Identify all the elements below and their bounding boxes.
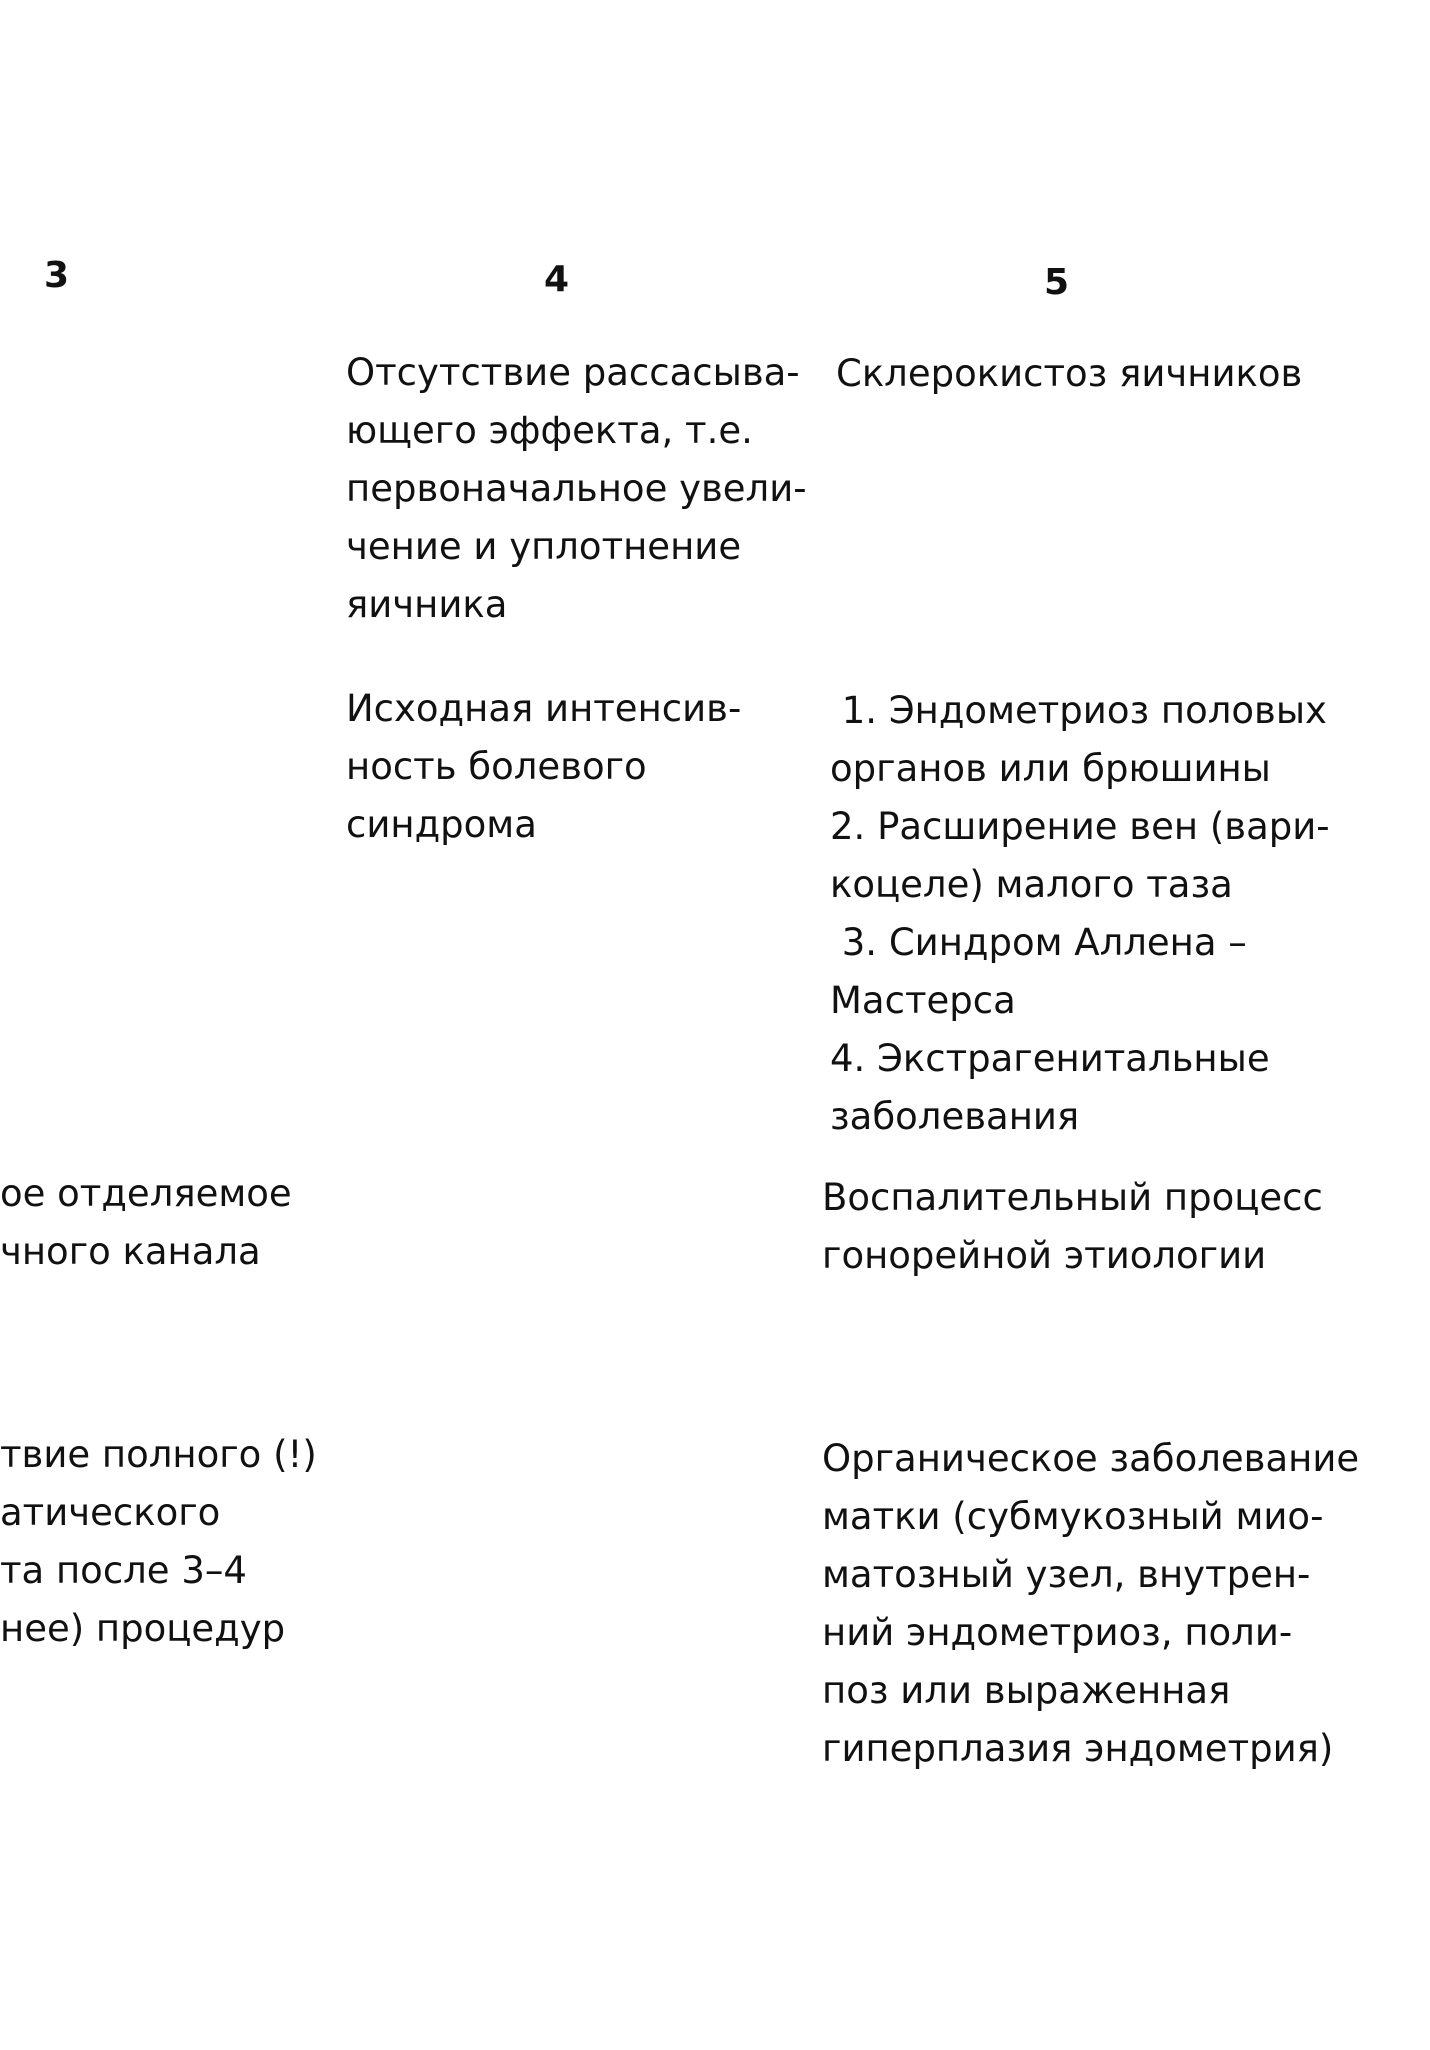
cell-line: 2. Расширение вен (вари- xyxy=(830,805,1330,848)
row-2-col-5 xyxy=(830,682,1330,1146)
cell-line: Отсутствие рассасыва- xyxy=(346,351,800,394)
column-header-5: 5 xyxy=(1044,262,1070,303)
row-2-col-4 xyxy=(346,680,741,854)
cell-line: твие полного (!) xyxy=(0,1433,317,1476)
cell-line: первоначальное увели- xyxy=(346,467,807,510)
cell-line: ний эндометриоз, поли- xyxy=(822,1611,1293,1654)
row-1-col-5 xyxy=(836,345,1302,403)
column-header-3: 3 xyxy=(44,255,70,296)
cell-line: Мастерса xyxy=(830,979,1016,1022)
cell-line: ность болевого xyxy=(346,745,647,788)
cell-line: коцеле) малого таза xyxy=(830,863,1233,906)
cell-line: заболевания xyxy=(830,1095,1080,1138)
cell-line: матки (субмукозный мио- xyxy=(822,1495,1324,1538)
row-3-col-3 xyxy=(0,1165,292,1281)
column-header-4: 4 xyxy=(544,259,570,300)
cell-line: гонорейной этиологии xyxy=(822,1234,1267,1277)
cell-line: чного канала xyxy=(0,1230,261,1273)
cell-line: Склерокистоз яичников xyxy=(836,352,1303,395)
row-1-col-4 xyxy=(346,344,807,634)
cell-line: яичника xyxy=(346,583,508,626)
cell-line: матозный узел, внутрен- xyxy=(822,1553,1311,1596)
row-4-col-3 xyxy=(0,1426,317,1658)
cell-line: Органическое заболевание xyxy=(822,1437,1360,1480)
cell-line: Исходная интенсив- xyxy=(346,687,742,730)
cell-line: ое отделяемое xyxy=(0,1172,292,1215)
row-3-col-5 xyxy=(822,1169,1323,1285)
cell-line: Воспалительный процесс xyxy=(822,1176,1323,1219)
cell-line: атического xyxy=(0,1491,221,1534)
row-4-col-5 xyxy=(822,1430,1359,1778)
cell-line: та после 3–4 xyxy=(0,1549,247,1592)
cell-line: гиперплазия эндометрия) xyxy=(822,1727,1334,1770)
cell-line: органов или брюшины xyxy=(830,747,1271,790)
cell-line: 4. Экстрагенитальные xyxy=(830,1037,1270,1080)
cell-line: поз или выраженная xyxy=(822,1669,1231,1712)
cell-line: чение и уплотнение xyxy=(346,525,742,568)
cell-line: синдрома xyxy=(346,803,537,846)
cell-line: 1. Эндометриоз половых xyxy=(830,689,1327,732)
cell-line: 3. Синдром Аллена – xyxy=(830,921,1247,964)
cell-line: нее) процедур xyxy=(0,1607,286,1650)
cell-line: ющего эффекта, т.е. xyxy=(346,409,753,452)
